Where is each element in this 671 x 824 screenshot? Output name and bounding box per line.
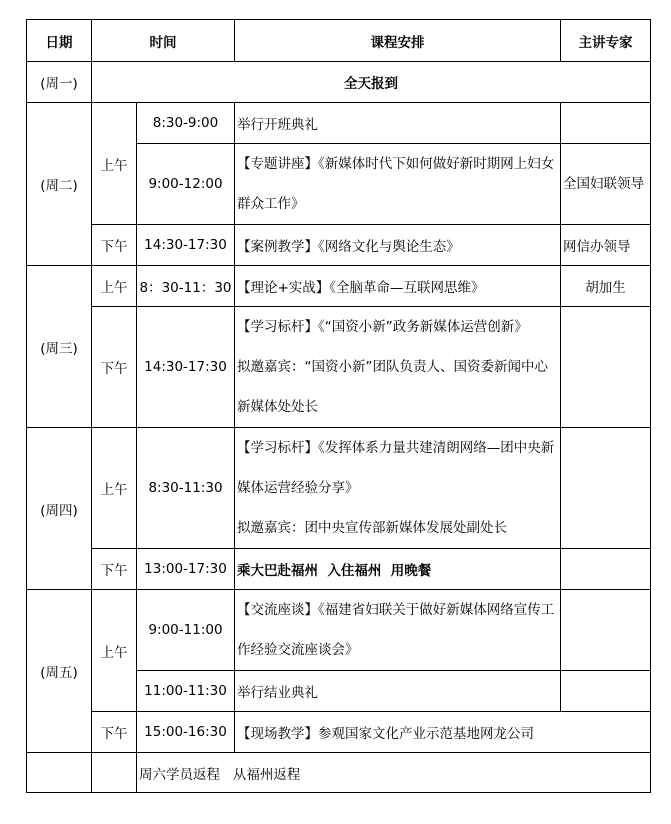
fri-course-1: 【交流座谈】《福建省妇联关于做好新媒体网络宣传工作经验交流座谈会》: [235, 590, 561, 671]
thu-course-1: [235, 428, 561, 549]
wed-time-2: 14:30-17:30: [137, 307, 235, 428]
table-row: [27, 590, 651, 671]
wed-course-2: [235, 307, 561, 428]
mon-content: 全天报到: [92, 62, 651, 103]
table-row: [27, 753, 651, 793]
table-row: [27, 62, 651, 103]
tue-time-3: 14:30-17:30: [137, 225, 235, 266]
tue-time-2: 9:00-12:00: [137, 144, 235, 225]
wed-time-1: 8：30-11：30: [137, 266, 235, 307]
fri-expert-2: [561, 671, 651, 712]
table-row: [27, 549, 651, 590]
wed-course-1: 【理论+实战】《全脑革命—互联网思维》: [235, 266, 561, 307]
thu-expert-1: [561, 428, 651, 549]
tue-pm-label: 下午: [92, 225, 137, 266]
thu-expert-2: [561, 549, 651, 590]
header-course: 课程安排: [235, 20, 561, 62]
day-cell-thu: (周四): [27, 428, 92, 590]
wed-pm-label: 下午: [92, 307, 137, 428]
wed-expert-2: [561, 307, 651, 428]
day-cell-tue: (周二): [27, 103, 92, 266]
fri-blank-day: [27, 753, 92, 793]
fri-course-4: 周六学员返程 从福州返程: [137, 753, 651, 793]
table-row: [27, 266, 651, 307]
wed-expert-1: 胡加生: [561, 266, 651, 307]
table-row: [27, 307, 651, 428]
thu-pm-label: 下午: [92, 549, 137, 590]
schedule-table: [26, 19, 651, 793]
tue-course-2: 【专题讲座】《新媒体时代下如何做好新时期网上妇女群众工作》: [235, 144, 561, 225]
wed-course-2-line2: 拟邀嘉宾：“国资小新”团队负责人、国资委新闻中心新媒体处处长: [237, 359, 548, 415]
header-time: 时间: [92, 20, 235, 62]
header-date: 日期: [27, 20, 92, 62]
tue-course-3: 【案例教学】《网络文化与舆论生态》: [235, 225, 561, 266]
thu-course-1-line2: 拟邀嘉宾：团中央宣传部新媒体发展处副处长: [237, 520, 507, 536]
table-row: [27, 428, 651, 549]
thu-time-1: 8:30-11:30: [137, 428, 235, 549]
header-expert: 主讲专家: [561, 20, 651, 62]
tue-expert-1: [561, 103, 651, 144]
wed-course-2-line1: 【学习标杆】《“国资小新”政务新媒体运营创新》: [237, 319, 528, 335]
fri-blank-slot: [92, 753, 137, 793]
table-row: [27, 103, 651, 144]
tue-course-1: 举行开班典礼: [235, 103, 561, 144]
thu-course-2: 乘大巴赴福州 入住福州 用晚餐: [235, 549, 561, 590]
fri-course-3: 【现场教学】参观国家文化产业示范基地网龙公司: [235, 712, 651, 753]
table-row: [27, 712, 651, 753]
day-cell-mon: (周一): [27, 62, 92, 103]
fri-time-1: 9:00-11:00: [137, 590, 235, 671]
fri-time-3: 15:00-16:30: [137, 712, 235, 753]
tue-expert-2: 全国妇联领导: [561, 144, 651, 225]
thu-course-1-line1: 【学习标杆】《发挥体系力量共建清朗网络—团中央新媒体运营经验分享》: [237, 440, 555, 496]
day-cell-fri: (周五): [27, 590, 92, 753]
tue-am-label: 上午: [92, 103, 137, 225]
header-row: [27, 20, 651, 62]
fri-expert-1: [561, 590, 651, 671]
fri-pm-label: 下午: [92, 712, 137, 753]
thu-time-2: 13:00-17:30: [137, 549, 235, 590]
table-row: [27, 225, 651, 266]
day-cell-wed: (周三): [27, 266, 92, 428]
fri-am-label: 上午: [92, 590, 137, 712]
fri-course-2: 举行结业典礼: [235, 671, 561, 712]
tue-time-1: 8:30-9:00: [137, 103, 235, 144]
tue-expert-3: 网信办领导: [561, 225, 651, 266]
wed-am-label: 上午: [92, 266, 137, 307]
thu-am-label: 上午: [92, 428, 137, 549]
fri-time-2: 11:00-11:30: [137, 671, 235, 712]
